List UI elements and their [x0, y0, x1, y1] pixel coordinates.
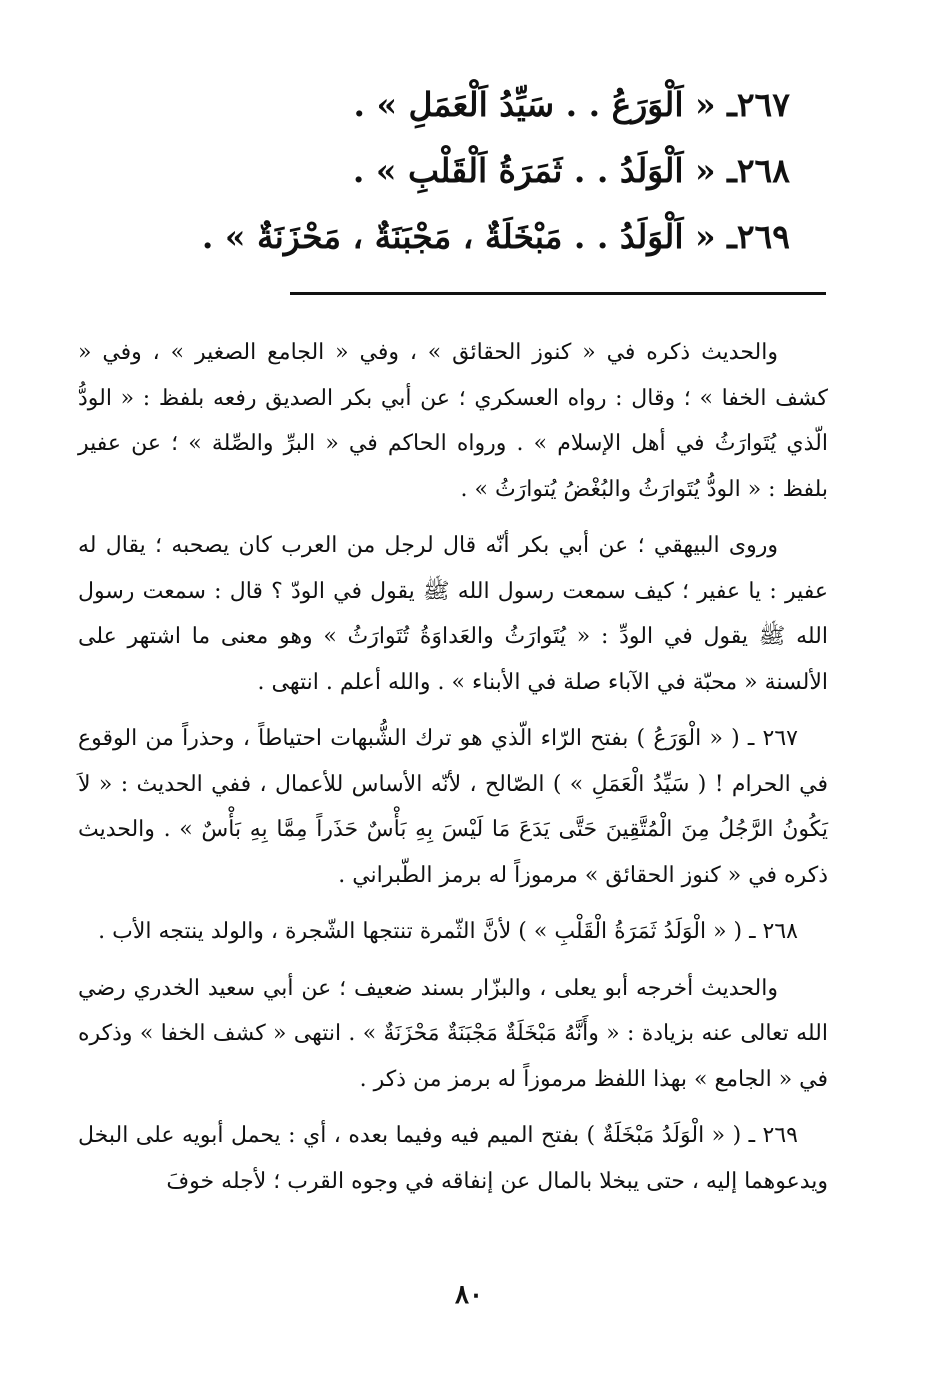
saying-267: ٢٦٧ـ « اَلْوَرَعُ . . سَيِّدُ اَلْعَمَلِ » . — [353, 85, 790, 124]
saying-269: ٢٦٩ـ « اَلْوَلَدُ . . مَبْخَلَةٌ ، مَجْبَنَةٌ ، مَحْزَنَةٌ » . — [201, 217, 790, 256]
commentary-paragraph: وروى البيهقي ؛ عن أبي بكر أنّه قال لرجل من العرب كان يصحبه ؛ يقال له عفير : يا عفير ؛ كيف سمعت رسول الله ﷺ يقول في الودّ ؟ قال : سمعت رسول الله ﷺ يقول في الودِّ : « يُتَوارَثُ والعَداوَةُ تُتَوارَثُ » وهو معنى ما اشتهر على الألسنة « محبّة في الآباء صلة في الأبناء » . والله أعلم . انتهى . — [78, 533, 828, 695]
section-divider — [290, 292, 826, 295]
saying-268: ٢٦٨ـ « اَلْوَلَدُ . . ثَمَرَةُ اَلْقَلْبِ » . — [352, 151, 790, 190]
sayings-block — [150, 72, 790, 270]
commentary-block — [78, 330, 828, 1215]
commentary-paragraph-267: ٢٦٧ ـ ( « الْوَرَعُ ) بفتح الرّاء الّذي هو ترك الشُّبهات احتياطاً ، وحذراً من الوقوع في الحرام ! ( سَيِّدُ الْعَمَلِ » ) الصّالح ، لأنّه الأساس للأعمال ، ففي الحديث : « لاَ يَكُونُ الرَّجُلُ مِنَ الْمُتَّقِينَ حَتَّى يَدَعَ مَا لَيْسَ بِهِ بَأْسٌ حَذَراً مِمَّا بِهِ بَأْسٌ » . والحديث ذكره في « كنوز الحقائق » مرموزاً له برمز الطّبراني . — [78, 726, 828, 888]
commentary-paragraph: والحديث ذكره في « كنوز الحقائق » ، وفي « الجامع الصغير » ، وفي « كشف الخفا » ؛ وقال : رواه العسكري ؛ عن أبي بكر الصديق رفعه بلفظ : « الودُّ الّذي يُتَوارَثُ في أهل الإسلام » . ورواه الحاكم في « البرِّ والصِّلة » ؛ عن عفير بلفظ : « الودُّ يُتَوارَثُ والبُغْضُ يُتوارَثُ » . — [78, 340, 828, 502]
commentary-paragraph-269: ٢٦٩ ـ ( « الْوَلَدُ مَبْخَلَةٌ ) بفتح الميم فيه وفيما بعده ، أي : يحمل أبويه على البخل ويدعوهما إليه ، حتى يبخلا بالمال عن إنفاقه في وجوه القرب ؛ لأجله خوفَ — [78, 1123, 828, 1194]
page-number: ٨٠ — [455, 1280, 483, 1310]
commentary-paragraph-268: ٢٦٨ ـ ( « الْوَلَدُ ثَمَرَةُ الْقَلْبِ » ) لأنَّ الثّمرة تنتجها الشّجرة ، والولد ينتجه الأب . — [98, 919, 798, 944]
commentary-paragraph: والحديث أخرجه أبو يعلى ، والبزّار بسند ضعيف ؛ عن أبي سعيد الخدري رضي الله تعالى عنه بزيادة : « وأَنَّهُ مَبْخَلَةٌ مَجْبَنَةٌ مَحْزَنَةٌ » . انتهى « كشف الخفا » وذكره في « الجامع » بهذا اللفظ مرموزاً له برمز من ذكر . — [78, 975, 828, 1092]
